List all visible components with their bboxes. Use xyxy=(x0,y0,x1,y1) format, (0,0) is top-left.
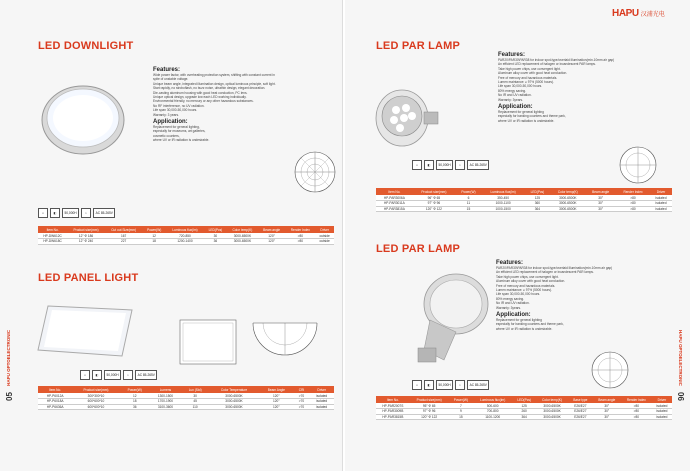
column-header: Luminous flux(lm) xyxy=(482,188,525,195)
features-heading: Features: xyxy=(153,67,181,73)
column-header: Luminous flux(lm) xyxy=(166,226,204,233)
application-list xyxy=(498,110,678,123)
table-cell: HP-P6636A xyxy=(38,404,72,410)
column-header: LED(Pcs) xyxy=(204,226,227,233)
feature-item: Wide power factor, with overheating protection system, shifting with constant current in xyxy=(153,73,275,77)
feature-item: Start rapidly, no stroboflash, no buzz noise, ultrathin design, elegant decoration. xyxy=(153,86,266,91)
table-cell: 227 xyxy=(105,239,142,245)
left-page xyxy=(0,0,343,471)
table-cell: 3000-6500K xyxy=(550,206,585,212)
table-cell: 12 xyxy=(142,233,166,239)
table-cell: 364 xyxy=(512,414,536,420)
column-header: LED(Pcs) xyxy=(512,396,536,403)
table-cell: 11 xyxy=(455,201,482,207)
table-cell: 3000-6500K xyxy=(536,403,568,409)
column-header: Item No. xyxy=(376,396,410,403)
application-heading: Application: xyxy=(496,312,531,319)
table-cell: 45 xyxy=(181,399,209,405)
left-page-number: 05 xyxy=(4,392,14,401)
column-header: Beam Angle xyxy=(259,386,294,393)
application-item: especially for museums, art galleries, xyxy=(153,129,206,134)
table-cell: HP-P6018A xyxy=(38,399,72,405)
column-header: Item No. xyxy=(38,386,72,393)
application-item: especially for banking counters and theme park, xyxy=(498,114,566,119)
downlight-polar-diagram xyxy=(293,150,337,194)
voltage-icon: AC 85-265V xyxy=(467,160,489,170)
par2-spec-table xyxy=(376,396,672,420)
feature-item: Lumen maintance: ≥ 97% (5000 hours). xyxy=(498,80,554,85)
feature-item: Unique beam angle, integrated illumination design, optical luminous principle, soft light. xyxy=(153,81,276,86)
table-cell: 97" Φ 96 xyxy=(410,409,449,415)
table-row xyxy=(376,414,672,420)
column-header: Beam angle xyxy=(258,226,285,233)
table-cell: 3000-6500K xyxy=(536,409,568,415)
table-cell: >70 xyxy=(294,404,310,410)
column-header: Driver xyxy=(652,396,672,403)
column-header: Color temp(K) xyxy=(536,396,568,403)
table-cell: >70 xyxy=(294,393,310,399)
par2-features xyxy=(496,260,676,331)
table-cell: >80 xyxy=(616,201,650,207)
table-cell: 3000-6500K xyxy=(209,399,259,405)
feature-item: Free of mercury and hazardous materials. xyxy=(496,283,556,288)
table-cell: outside xyxy=(315,239,334,245)
table-cell: 7 xyxy=(449,403,473,409)
column-header: Base type xyxy=(568,396,592,403)
application-item: where UV or IR radiation is undesirable. xyxy=(498,118,555,123)
feature-item: Lumen maintance: ≥ 97% (5000 hours). xyxy=(496,288,552,293)
table-cell: HP-PAR3006A xyxy=(376,195,413,201)
par1-icons xyxy=(412,160,489,170)
table-header-row xyxy=(38,386,334,393)
column-header: Product size(mm) xyxy=(72,386,120,393)
features-list xyxy=(496,266,676,310)
table-cell: 120° xyxy=(258,233,285,239)
table-cell: 30° xyxy=(585,206,616,212)
par2-icons xyxy=(412,380,489,390)
table-cell: 1200-1400 xyxy=(166,239,204,245)
downlight-image xyxy=(40,80,126,158)
panel-title: LED PANEL LIGHT xyxy=(38,272,139,284)
table-cell: 350-450 xyxy=(482,195,525,201)
par2-title: LED PAR LAMP xyxy=(376,243,461,255)
feature-item: Warranty: 3years. xyxy=(498,97,524,102)
lifespan-icon: 50,000H xyxy=(436,380,453,390)
bulb-icon: ♁ xyxy=(455,160,465,170)
table-cell: 120" Φ 122 xyxy=(413,206,455,212)
table-cell: 3000-6500K xyxy=(209,393,259,399)
column-header: Power(W) xyxy=(142,226,166,233)
application-item: Replacement for general lighting xyxy=(496,318,542,323)
table-cell: 600*600*10 xyxy=(72,399,120,405)
panel-icons xyxy=(80,370,157,380)
table-cell: >80 xyxy=(621,409,652,415)
table-cell: 3000-6500K xyxy=(550,201,585,207)
par1-spec-table xyxy=(376,188,672,212)
feature-item: 80% energy saving. xyxy=(496,296,524,301)
table-cell: 3000-6500K xyxy=(550,195,585,201)
table-cell: 36 xyxy=(120,404,150,410)
feature-item: Aluminum alloy cover with good heat conduction. xyxy=(498,71,568,76)
bulb-icon: ♁ xyxy=(123,370,133,380)
table-cell: 3000-6500K xyxy=(227,233,258,239)
table-cell: 3000-6500K xyxy=(227,239,258,245)
dimmer-icon: ◧ xyxy=(50,208,60,218)
column-header: Render Index xyxy=(285,226,315,233)
table-cell: HP-PAR2007S xyxy=(376,403,410,409)
table-cell: HP-PAR3011A xyxy=(376,201,413,207)
feature-item: Take high power chips, use convergent light. xyxy=(498,66,561,71)
column-header: Item No. xyxy=(38,226,67,233)
panel-image xyxy=(36,300,136,362)
table-cell: 120° xyxy=(259,404,294,410)
table-cell: 360 xyxy=(524,201,550,207)
column-header: Product size(mm) xyxy=(410,396,449,403)
table-cell: 95" Φ 65 xyxy=(410,403,449,409)
table-cell: isolated xyxy=(652,403,672,409)
feature-item: Take high power chips, use convergent light. xyxy=(496,274,559,279)
par1-polar-diagram xyxy=(618,145,658,185)
table-cell: 30° xyxy=(593,403,621,409)
dimmer-icon: ◧ xyxy=(92,370,102,380)
table-row xyxy=(38,404,334,410)
brand-logo xyxy=(612,8,665,19)
feature-item: No IR and UV radiation. xyxy=(498,93,532,98)
table-cell: HP-PAR3815A xyxy=(376,206,413,212)
column-header: Beam angle xyxy=(593,396,621,403)
features-heading: Features: xyxy=(496,260,524,266)
table-cell: 3000-6500K xyxy=(209,404,259,410)
par1-image xyxy=(372,82,442,152)
column-header: Driver xyxy=(650,188,672,195)
feature-item: No IR and UV radiation. xyxy=(496,301,530,306)
table-cell: 700-800 xyxy=(473,409,512,415)
application-heading: Application: xyxy=(498,104,533,111)
dimmer-icon: ◧ xyxy=(424,160,434,170)
par2-image xyxy=(410,270,490,365)
feature-item: An efficient LED replacement of halogen or incandescent PAR lamps. xyxy=(498,62,596,67)
logo-text: HAPU xyxy=(612,8,639,19)
table-cell: 720-850 xyxy=(166,233,204,239)
column-header: Beam angle xyxy=(585,188,616,195)
table-cell: >80 xyxy=(616,206,650,212)
downlight-spec-table xyxy=(38,226,334,245)
table-cell: 3100-3600 xyxy=(150,404,182,410)
table-cell: 36 xyxy=(204,239,227,245)
application-list xyxy=(153,125,288,143)
panel-spec-table xyxy=(38,386,334,410)
feature-item: PAR20\PAR30\PAR38 for indoor spot-type/overlaid illumination(min.10mm air gap) xyxy=(496,266,613,270)
table-cell: 364 xyxy=(524,206,550,212)
column-header: Render Index xyxy=(616,188,650,195)
table-cell: 500-600 xyxy=(473,403,512,409)
table-cell: 30° xyxy=(585,201,616,207)
column-header: Lux (Std) xyxy=(181,386,209,393)
column-header: Power(W) xyxy=(120,386,150,393)
table-cell: >80 xyxy=(616,195,650,201)
par2-polar-diagram xyxy=(590,350,630,390)
column-header: Color Temperature xyxy=(209,386,259,393)
application-item: especially for banking counters and theme park, xyxy=(496,322,564,327)
table-row xyxy=(376,206,672,212)
feature-item: Life span 30,000-50,000 hours. xyxy=(153,108,198,113)
table-cell: 12 xyxy=(120,393,150,399)
table-cell: outside xyxy=(315,233,334,239)
bulb-icon: ♁ xyxy=(455,380,465,390)
column-header: Color temp(K) xyxy=(550,188,585,195)
table-cell: 30 xyxy=(181,393,209,399)
feature-item: Unique optical design, upgrade low each LED working individually. xyxy=(153,95,247,100)
application-item: where UV or IR radiation is undesirable. xyxy=(496,326,553,331)
table-cell: 125 xyxy=(512,403,536,409)
ip-rating-icon: ⌂ xyxy=(412,160,422,170)
feature-item: PAR20\PAR30\PAR38 for indoor spot-type/overlaid illumination(min.10mm air gap) xyxy=(498,58,615,62)
table-cell: 600*600*10 xyxy=(72,404,120,410)
table-cell: 125 xyxy=(524,195,550,201)
lifespan-icon: 50,000H xyxy=(436,160,453,170)
table-cell: 15 xyxy=(455,206,482,212)
column-header: Render index xyxy=(621,396,652,403)
lifespan-icon: 50,000H xyxy=(104,370,121,380)
table-cell: HP-PAR3815B xyxy=(376,414,410,420)
table-cell: HP-P6012A xyxy=(38,393,72,399)
features-heading: Features: xyxy=(498,52,526,58)
column-header: Product size(mm) xyxy=(413,188,455,195)
ip-rating-icon: ⌂ xyxy=(80,370,90,380)
table-cell: HP-DW612C xyxy=(38,233,67,239)
table-cell: isolated xyxy=(650,201,672,207)
feature-item: An efficient LED replacement of halogen or incandescent PAR lamps. xyxy=(496,270,594,275)
table-cell: 18 xyxy=(120,399,150,405)
table-cell: HP-PAR3009B xyxy=(376,409,410,415)
application-item: cosmetic counters, xyxy=(153,133,180,138)
right-side-tab: HAPU OPTOELECTRONIC xyxy=(678,330,683,386)
table-cell: E26/E27 xyxy=(568,403,592,409)
feature-item: Die-casting aluminum housing with good heat conduction, PC lens. xyxy=(153,90,248,95)
table-cell: 30 xyxy=(204,233,227,239)
table-cell: isolated xyxy=(309,393,334,399)
ip-rating-icon: ⌂ xyxy=(412,380,422,390)
table-cell: 12" Φ 186 xyxy=(67,233,105,239)
column-header: Driver xyxy=(309,386,334,393)
lifespan-icon: 50,000H xyxy=(62,208,79,218)
logo-cn-text: 汉浦光电 xyxy=(640,12,665,18)
column-header: Lumens xyxy=(150,386,182,393)
feature-item: Environmental friendly, no mercury or any other hazardous substances. xyxy=(153,99,254,104)
column-header: Driver xyxy=(315,226,334,233)
table-cell: 3000-6500K xyxy=(536,414,568,420)
table-cell: E26/E27 xyxy=(568,414,592,420)
feature-item: Warranty: 3 years. xyxy=(153,112,179,117)
features-list xyxy=(498,58,678,102)
downlight-features xyxy=(153,67,288,143)
par1-features xyxy=(498,52,678,123)
table-cell: 1100-1200 xyxy=(473,414,512,420)
right-page-number: 06 xyxy=(675,392,685,401)
table-cell: HP-DW618C xyxy=(38,239,67,245)
table-cell: 1300-1500 xyxy=(150,393,182,399)
column-header: CRI xyxy=(294,386,310,393)
feature-item: Warranty: 3years. xyxy=(496,305,522,310)
table-cell: E26/E27 xyxy=(568,409,592,415)
table-cell: 97" Φ 96 xyxy=(413,201,455,207)
table-cell: >70 xyxy=(294,399,310,405)
feature-item: 80% energy saving. xyxy=(498,88,526,93)
table-cell: 1000-1500 xyxy=(482,206,525,212)
application-list xyxy=(496,318,676,331)
feature-item: Free of mercury and hazardous materials. xyxy=(498,75,558,80)
column-header: Color temp(K) xyxy=(227,226,258,233)
table-cell: 6 xyxy=(455,195,482,201)
application-heading: Application: xyxy=(153,119,188,126)
column-header: Item No. xyxy=(376,188,413,195)
column-header: Power(W) xyxy=(449,396,473,403)
panel-polar-diagram xyxy=(250,318,320,366)
table-cell: >80 xyxy=(285,233,315,239)
table-cell: 30° xyxy=(593,409,621,415)
application-item: Replacement for general lighting, xyxy=(153,125,200,130)
voltage-icon: AC 85-265V xyxy=(135,370,157,380)
application-item: where UV or IR radiation is undesirable. xyxy=(153,138,210,143)
table-header-row xyxy=(38,226,334,233)
table-cell: 15 xyxy=(449,414,473,420)
table-cell: isolated xyxy=(650,206,672,212)
table-cell: 96" Φ 65 xyxy=(413,195,455,201)
table-cell: 120" Φ 122 xyxy=(410,414,449,420)
feature-item: Aluminum alloy cover with good heat conduction. xyxy=(496,279,566,284)
panel-dimension-drawing xyxy=(178,318,238,368)
ip-rating-icon: ⌂ xyxy=(38,208,48,218)
table-cell: 260 xyxy=(512,409,536,415)
column-header: LED(Pcs) xyxy=(524,188,550,195)
table-cell: 167 xyxy=(105,233,142,239)
feature-item: No RF interference, no UV radiation. xyxy=(153,103,205,108)
downlight-title: LED DOWNLIGHT xyxy=(38,40,134,52)
table-cell: 120° xyxy=(258,239,285,245)
column-header: Power(W) xyxy=(455,188,482,195)
table-cell: 120° xyxy=(259,393,294,399)
feature-item: Life span 30,000-50,000 hours. xyxy=(498,84,543,89)
table-cell: isolated xyxy=(650,195,672,201)
table-cell: 9 xyxy=(449,409,473,415)
table-cell: 1000-1100 xyxy=(482,201,525,207)
column-header: Product size(mm) xyxy=(67,226,105,233)
table-cell: 18 xyxy=(142,239,166,245)
table-cell: 30° xyxy=(593,414,621,420)
voltage-icon: AC 85-265V xyxy=(467,380,489,390)
downlight-icons xyxy=(38,208,115,218)
features-list xyxy=(153,73,288,117)
table-cell: 12" Φ 240 xyxy=(67,239,105,245)
table-cell: 120° xyxy=(259,399,294,405)
bulb-icon: ♁ xyxy=(81,208,91,218)
table-cell: >80 xyxy=(285,239,315,245)
column-header: Luminous flux(lm) xyxy=(473,396,512,403)
table-row xyxy=(38,239,334,245)
table-cell: 30° xyxy=(585,195,616,201)
table-cell: isolated xyxy=(652,414,672,420)
table-cell: isolated xyxy=(652,409,672,415)
feature-item: spite of unstable voltage. xyxy=(153,77,189,82)
feature-item: Life span 30,000-50,000 hours. xyxy=(496,292,541,297)
voltage-icon: AC 85-265V xyxy=(93,208,115,218)
table-header-row xyxy=(376,396,672,403)
table-cell: >80 xyxy=(621,414,652,420)
application-item: Replacement for general lighting xyxy=(498,110,544,115)
table-cell: 300*300*10 xyxy=(72,393,120,399)
table-cell: 110 xyxy=(181,404,209,410)
table-cell: isolated xyxy=(309,404,334,410)
column-header: Cut out Size(mm) xyxy=(105,226,142,233)
table-cell: isolated xyxy=(309,399,334,405)
table-cell: 1700-1900 xyxy=(150,399,182,405)
table-header-row xyxy=(376,188,672,195)
left-side-tab: HAPU OPTOELECTRONIC xyxy=(6,330,11,386)
par1-title: LED PAR LAMP xyxy=(376,40,461,52)
dimmer-icon: ◧ xyxy=(424,380,434,390)
table-cell: >80 xyxy=(621,403,652,409)
